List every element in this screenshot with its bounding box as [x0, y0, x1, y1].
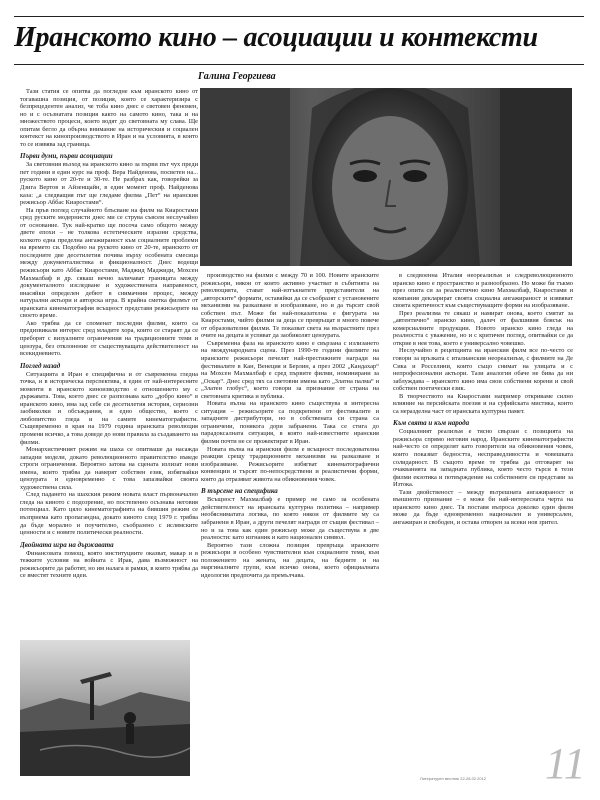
paragraph: Монархистичният режим на шаха се опитваше да насажда западни модели, докато революционното правителство въведе строги ограничения. Вероятно затова на сцената излизат нови имена, които трябва да намерят собствен език, избягвайки цензурата и едновременно с това запазвайки своята художествена сила. [20, 446, 198, 491]
paragraph: производство на филми с между 70 и 100. Новите иранските режисьори, някои от които активно участват в събитията на революцията, стават най-изтъкнатите представители на „авторските“ формати, оставяйки да се съобразят с установените механизми на разказване и изобразяване, но и да търсят свой собствен път. Може би най-показателна е фигурата на Киаростами, чийто филми за деца се превръщат в много повече от образователни филми. Те показват света на възрастните през очите на децата и успяват да заобиколят цензурата. [201, 272, 379, 340]
headline: Иранското кино – асоциации и контексти [14, 22, 538, 53]
section-heading: Двойната игра на държавата [20, 540, 114, 549]
paragraph: Всъщност Махмалбаф е пример не само за особената действителност на иранската културна политика – например необясниматата логика, по която някои от филмите му са забранени в Иран, а други печелят награди от същия фестивал – но и за това как един режисьор може да съществува в две реалности: като изгнаник и като национален символ. [201, 496, 379, 542]
paragraph: След падането на шахския режим новата власт първоначално гледа на киното с подозрение, но постепенно осъзнава неговия потенциал. Като цяло кинематографията на бившия режим се възприема като пропагандна, докато киното след 1979 г. трябва да бъде морално и поучително, съобразено с ислямските ценности и с новите политически реалности. [20, 491, 198, 537]
section-heading: Първи думи, първи асоциации [20, 152, 113, 161]
paragraph: Ситуацията в Иран е специфична и от съвременна гледна точка, и в историческа перспектива, в един от най-интересните моменти в иранското киноизводство е отношението му с държавата. Това, което днес се разпознава като „добро кино“ в иранското кино, има зад себе си десетилетия история, сериозни заобиколки и обсъждания, и едно общество, което с любопитство гледа и на самите кинематографисти. Същевременно в края на 1979 година иранската революция промени всичко, а това доведе до нови правила за създаването на филми. [20, 370, 198, 446]
section-heading: Към свята и към народа [393, 419, 470, 428]
paragraph: Социалният реализъм е тясно свързан с позицията на режисьора спрямо неговия народ. Иранските кинематографисти най-често се определят като говорители на обикновения човек, които показват бедността, несправедливостта и човешката солидарност. В същото време те трябва да отговарят на очакванията на западната публика, която често търси в тези филми екзотика и потвърждение на собствените си представи за Изтока. [393, 428, 573, 489]
paragraph: Вероятно тази сложна позиция превръща иранските режисьори в особено чувствителни към социалните теми, към положението на жената, на децата, на бедните и на маргиналните групи, към всичко онова, което официалната идеология предпочита да премълчава. [201, 541, 379, 579]
paragraph: За световния възход на иранското кино за първи път чух преди пет години в един курс на проф. Вера Найденова, посветен на... руското кино от 20-те и 30-те. Не разбрах как, говорейки за Дзига Вертов и Айзенщайн, в един момент проф. Найденова каза: „а следващия път ще гледаме филма „Пет“ на иранския режисьор Аббас Киаростами“. [20, 161, 198, 207]
paragraph: Неслучайно в рецепцията на иранския филм все по-често се говори за връзката с италианския неореализъм, с филмите на Де Сика и Росселини, които също снимат на улицата и с непрофесионални актьори. Тази аналогия обаче не бива да ни заблуждава – иранското кино има свои собствени корени и свой собствен поетически език. [393, 347, 573, 393]
top-rule [14, 16, 584, 17]
paragraph: На пръв поглед случайното блъсване на филм на Киаростами сред руските модернисти днес ми се струва съвсем неслучайно от основание. Тук най-кратко ще посоча само общото между двете епохи – не толкова естетическите изразни средства, колкото една пределна ангажираност към социалните проблеми на времето си. Подобно на руското кино от 20-те, иранското от последните две десетилетия почива върху особената смесица между документалистика и фикционалност. Днес водещи режисьори като Аббас Киаростами, Маджид Маджиди, Мохсен Махмалбаф и др. сякаш вечно заличават границата между документалното изследване и художествената направеност, внасяйки определен дебют в снимачния процес, между натурални актьори и авторска игра. В крайна сметка филмът от иранската кинематография всъщност представя режисьорите на своето време. [20, 206, 198, 320]
landscape-photo-image [20, 640, 190, 776]
paragraph: Новата вълна на иранския филм е всъщност последователна реакция срещу традиционните механизми на разказване и изобразяване. Режисьорите избягват кинематографични конвенции и търсят по-непосредствени и реалистични форми, които да отразяват живота на обикновения човек. [201, 445, 379, 483]
text-column-middle [201, 272, 379, 774]
paragraph: Новата вълна на иранското кино съществува в интересна ситуация – режисьорите са подкрепени от фестивалите и западните дистрибутори, но в собствената си страна са ограничени, понякога дори забранени. Така се стига до парадоксалната ситуация, в която най-известните иранския филми почти не се прожектират в Иран. [201, 400, 379, 446]
text-column-right [393, 272, 573, 742]
section-heading: Поглед назад [20, 361, 61, 370]
paragraph: Тази статия се опитва да погледне към иранското кино от тогавашна позиция, от позиция, която се характеризира с безпрецедентен анализ, че тоба кино днес е световен феномен, но и с осъзнатата позиция както на самото кино, така и на множеството процеси, които водят до световната му слава. Ще опитам бегло да обърна внимание на историческия и социален контекст на кинопроизводството в Иран и на условията, в които то се изявява зад граница. [20, 88, 198, 148]
portrait-photo [200, 88, 572, 266]
landscape-photo [20, 640, 190, 776]
paragraph: Тази двойственост – между вътрешната ангажираност и външното признание – е може би най-интересната черта на иранското кино днес. Тя поставя въпроса доколко един филм може да бъде едновременно национален и универсален, ангажиран и свободен, и остава отворен за всеки нов зрител. [393, 488, 573, 526]
paragraph: През реализма те сякаш и намират онова, което смятат за „автентично“ иранско кино, далеч от фалшивия блясък на комерсиалните продукции. Новото иранско кино гледа на реалността с уважение, но и с критичен поглед, опитвайки се да открие в нея това, което е универсално човешко. [393, 309, 573, 347]
paragraph: В творчеството на Киаростами например откриваме силно влияние на персийската поезия и на суфийската мистика, които са неразделна част от иранската културна памет. [393, 392, 573, 415]
headline-rule [14, 64, 584, 65]
footer-note: Литературен вестник 22-28.02.2012 [420, 776, 487, 781]
paragraph: Финансовата помощ, която институциите оказват, макар и в тежките условия на войната с Ирак, дава възможност на режисьорите да работят, но им налага и рамки, в които трябва да се вместят техните идеи. [20, 549, 198, 580]
portrait-photo-image [200, 88, 572, 266]
section-heading: В търсене на специфика [201, 487, 278, 496]
paragraph: Ако трябва да се споменат последни филми, които са предизвикали интерес сред младите хора, които се стараят да се преборят с визуалните ограничения на традиционните теми и цензура, без отклонение от съществуващата действителност на всекидневието. [20, 319, 198, 358]
text-column-left [20, 88, 198, 598]
page-number: 11 [545, 739, 586, 788]
paragraph: Съвременна фаза на иранското кино е свързана с излизането на международната сцена. През 1990-те години филмите на иранските режисьори печелят най-престижните награди на фестивалите в Кан, Венеция и Берлин, а през 2002 „Кандахар“ на Мохсен Махмалбаф е сред първите филми, номинирани за „Оскар“. Днес сред тях са световни имена като „Златна палма“ и „Златен глобус“, което говори за признание от страна на световната критика и публика. [201, 339, 379, 400]
author-byline: Галина Георгиева [198, 71, 276, 82]
paragraph: в следвоенна Италия неореализъм и следреволюционното иранско кино е пространство и разнообразно. Но може би тъкмо през опита си за реалистично кино Махмалбаф, Киаростами и компания декларират своята социална ангажираност и изявяват своята критичност към съществуващите форми на изобразяване. [393, 272, 573, 310]
